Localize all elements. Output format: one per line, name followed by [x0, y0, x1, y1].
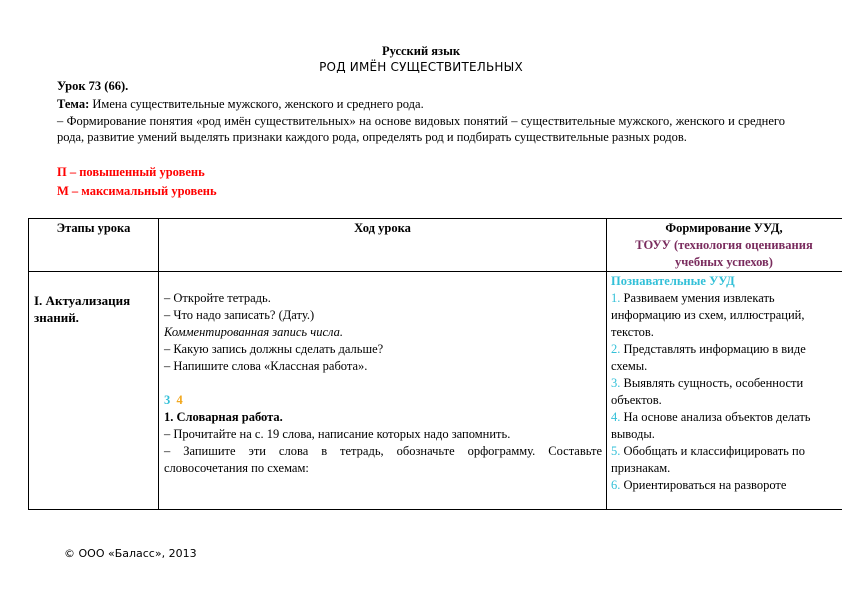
lesson-line: – Что надо записать? (Дату.) [164, 308, 315, 322]
lesson-line: – Какую запись должны сделать дальше? [164, 342, 384, 356]
uud-item [611, 375, 837, 409]
number-4: 4 [176, 393, 183, 407]
toou-header-line1: ТОУУ (технология оценивания [635, 238, 813, 252]
uud-num: 1. [611, 291, 621, 305]
uud-text: Представлять информацию в виде схемы. [611, 342, 806, 373]
level-numbers [164, 392, 602, 409]
col-header-progress: Ход урока [354, 221, 411, 235]
uud-item [611, 477, 837, 494]
lesson-line: – Откройте тетрадь. [164, 291, 271, 305]
lesson-line-italic: Комментированная запись числа. [164, 325, 343, 339]
vocab-title: 1. Словарная работа. [164, 410, 283, 424]
stage-line-1: I. Актуализация [34, 293, 131, 308]
number-3: 3 [164, 393, 171, 407]
uud-num: 5. [611, 444, 621, 458]
uud-num: 2. [611, 342, 621, 356]
uud-item [611, 341, 837, 375]
toou-header-line2: учебных успехов) [675, 255, 773, 269]
col-header-uud [607, 220, 841, 271]
uud-header-line: Формирование УУД, [665, 221, 783, 235]
vocab-line: – Прочитайте на с. 19 слова, написание которых надо запомнить. [164, 427, 511, 441]
vocab-line: – Запишите эти слова в тетрадь, обозначьте орфограмму. Составьте словосочетания по схемам: [164, 444, 602, 475]
uud-text: Выявлять сущность, особенности объектов. [611, 376, 804, 407]
uud-item [611, 443, 837, 477]
uud-text: Развиваем умения извлекать информацию из схем, иллюстраций, текстов. [611, 291, 805, 339]
uud-text: На основе анализа объектов делать выводы. [611, 410, 811, 441]
uud-text: Обобщать и классифицировать по признакам. [611, 444, 805, 475]
stage-line-2: знаний. [34, 310, 79, 325]
uud-title: Познавательные УУД [611, 274, 735, 288]
copyright-footer: © ООО «Баласс», 2013 [64, 547, 197, 560]
uud-num: 6. [611, 478, 621, 492]
lesson-number: Урок 73 (66). [57, 79, 129, 93]
uud-item [611, 290, 837, 341]
uud-num: 4. [611, 410, 621, 424]
subject-title: Русский язык [381, 44, 461, 58]
lesson-topic: РОД ИМЁН СУЩЕСТВИТЕЛЬНЫХ [319, 60, 523, 74]
col-header-stages: Этапы урока [56, 221, 131, 235]
lesson-line: – Напишите слова «Классная работа». [164, 359, 368, 373]
uud-cell [611, 273, 837, 494]
uud-text: Ориентироваться на развороте [620, 478, 787, 492]
level-p: П – повышенный уровень [57, 165, 205, 179]
uud-item [611, 409, 837, 443]
level-m: М – максимальный уровень [57, 184, 217, 198]
theme-text: Имена существительные мужского, женского и среднего рода. [89, 97, 424, 111]
theme-label: Тема: [57, 97, 90, 111]
lesson-goal: – Формирование понятия «род имён существительных» на основе видовых понятий – существительные мужского, женского и среднего рода, развитие умений выделять признаки каждого рода, определять род и подбирать существительные разных родов. [57, 114, 785, 144]
stage-cell [34, 292, 130, 326]
lesson-progress-cell [164, 290, 602, 477]
uud-num: 3. [611, 376, 621, 390]
